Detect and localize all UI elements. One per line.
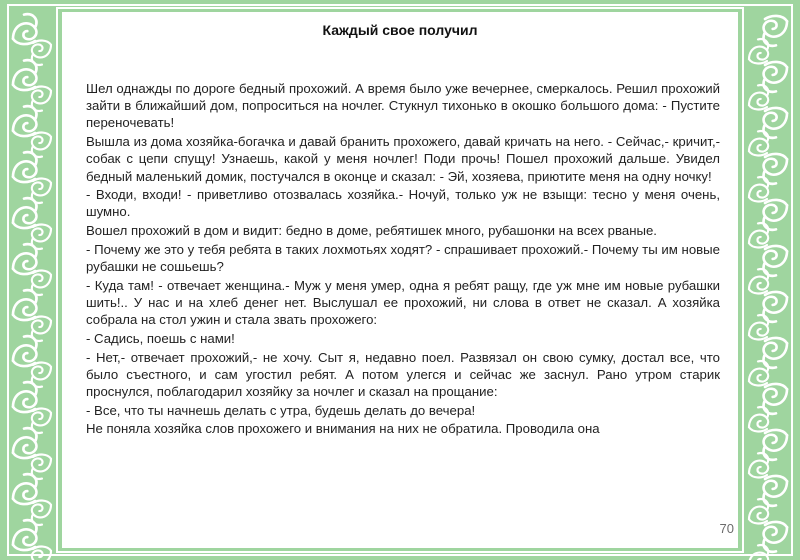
paragraph: - Почему же это у тебя ребята в таких лохмотьях ходят? - спрашивает прохожий.- Почему ты им новые рубашки не сошьешь? <box>86 241 720 275</box>
page-number: 70 <box>719 521 734 536</box>
text-panel <box>62 12 738 548</box>
page-title: Каждый свое получил <box>322 22 478 38</box>
paragraph: - Входи, входи! - приветливо отозвалась хозяйка.- Ночуй, только уж не взыщи: тесно у меня очень, шумно. <box>86 187 720 220</box>
paragraph: Вышла из дома хозяйка-богачка и давай бранить прохожего, давай кричать на него. - Сейчас,- кричит,- собак с цепи спущу! Узнаешь, какой у меня ночлег! Поди прочь! Пошел прохожий дальше. Увидел бедный маленький домик, постучался в оконце и сказал: - Эй, хозяева, приютите меня на одну ночку! <box>86 134 720 184</box>
paragraph: - Все, что ты начнешь делать с утра, будешь делать до вечера! <box>86 402 476 418</box>
paragraph: - Куда там! - отвечает женщина.- Муж у меня умер, одна я ребят ращу, где уж мне им новые рубашки шить!.. У нас и на хлеб денег нет. Выслушал ее прохожий, ни слова в ответ не сказал. А хозяйка собрала на стол ужин и стала звать прохожего: <box>86 277 720 328</box>
paragraph: Вошел прохожий в дом и видит: бедно в доме, ребятишек много, рубашонки на всех рваные. <box>86 223 657 239</box>
paragraph: - Нет,- отвечает прохожий,- не хочу. Сыт я, недавно поел. Развязал он свою сумку, достал все, что было съестного, и сам угостил ребят. А потом улегся и сейчас же заснул. Рано утром старик проснулся, поблагодарил хозяйку за ночлег и сказал на прощание: <box>86 349 720 399</box>
paragraph: - Садись, поешь с нами! <box>86 330 235 346</box>
paragraph: Не поняла хозяйка слов прохожего и внимания на них не обратила. Проводила она <box>86 421 600 437</box>
story-text <box>86 80 720 439</box>
paragraph: Шел однажды по дороге бедный прохожий. А время было уже вечернее, смеркалось. Решил прохожий зайти в ближайший дом, попроситься на ночлег. Стукнул тихонько в окошко большого дома: - Пустите переночевать! <box>86 81 720 131</box>
